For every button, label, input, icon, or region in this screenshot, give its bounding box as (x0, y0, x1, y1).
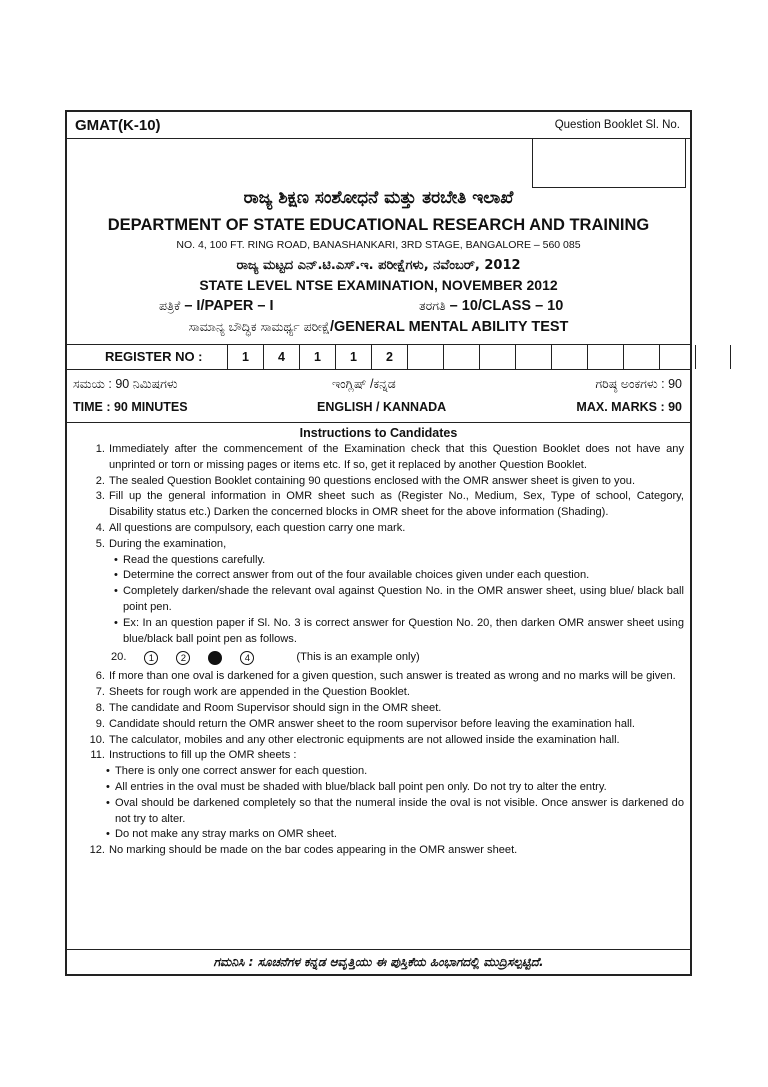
instruction-item: 9. Candidate should return the OMR answer sheet to the room supervisor before leaving the examination hall. (95, 717, 636, 730)
paper-number: – I/PAPER – I (184, 298, 274, 314)
instruction-bullet: • Determine the correct answer from out of the four available choices given under each question. (114, 569, 590, 582)
instruction-bullet: • Do not make any stray marks on OMR sheet. (106, 828, 337, 841)
instruction-item: 8. The candidate and Room Supervisor should sign in the OMR sheet. (95, 701, 442, 714)
register-digit-cell[interactable]: 1 (227, 345, 263, 369)
meta-english (67, 400, 690, 418)
marks-english: MAX. MARKS : 90 (576, 400, 682, 414)
booklet-serial-box[interactable] (532, 138, 686, 188)
class-number: – 10/CLASS – 10 (449, 298, 564, 314)
department-title: DEPARTMENT OF STATE EDUCATIONAL RESEARCH AND TRAINING (107, 216, 650, 234)
register-digit-cell[interactable] (407, 345, 443, 369)
register-digit-cell[interactable] (659, 345, 695, 369)
instruction-item: 6. If more than one oval is darkened for a given question, such answer is treated as wrong and no marks will be given. (95, 670, 676, 683)
top-strip (67, 112, 690, 139)
register-digit-cell[interactable]: 4 (263, 345, 299, 369)
register-digit-cell[interactable]: 1 (335, 345, 371, 369)
instructions-title: Instructions to Candidates (299, 426, 458, 440)
register-digit-cell[interactable] (551, 345, 587, 369)
instruction-bullet: • All entries in the oval must be shaded with blue/black ball point pen only. Do not try to alter the entry. (106, 780, 607, 793)
register-digit-cell[interactable] (587, 345, 623, 369)
divider (67, 422, 690, 423)
test-name (67, 319, 690, 335)
paper-code: GMAT(K-10) (75, 117, 161, 134)
register-digit-cell[interactable] (695, 345, 731, 369)
example-oval-4: 4 (240, 651, 254, 665)
instruction-item: 11. Instructions to fill up the OMR sheets : (90, 749, 297, 762)
register-digit-cell[interactable] (515, 345, 551, 369)
instruction-bullet: • Read the questions carefully. (114, 553, 266, 566)
marks-kannada: ಗರಿಷ್ಠ ಅಂಕಗಳು : 90 (595, 377, 682, 391)
instruction-item: 10. The calculator, mobiles and any other electronic equipments are not allowed inside the examination hall. (89, 733, 620, 746)
register-digit-cell[interactable]: 1 (299, 345, 335, 369)
example-oval-1: 1 (144, 651, 158, 665)
register-cells (227, 345, 731, 369)
test-name-kannada: ಸಾಮಾನ್ಯ ಬೌದ್ಧಿಕ ಸಾಮರ್ಥ್ಯ ಪರೀಕ್ಷೆ (188, 319, 330, 334)
example-oval-2: 2 (176, 651, 190, 665)
instructions-list (73, 442, 684, 859)
medium-english: ENGLISH / KANNADA (317, 400, 447, 414)
register-number-row (67, 344, 690, 370)
instruction-bullet: • Oval should be darkened completely so that the numeral inside the oval is not visible. Once answer is darkened do not try to alter. (106, 796, 684, 825)
register-digit-cell[interactable] (479, 345, 515, 369)
test-name-english: /GENERAL MENTAL ABILITY TEST (329, 319, 569, 335)
kannada-department-title: ರಾಜ್ಯ ಶಿಕ್ಷಣ ಸಂಶೋಧನೆ ಮತ್ತು ತರಬೇತಿ ಇಲಾಖೆ (243, 188, 514, 208)
medium-kannada: ಇಂಗ್ಲಿಷ್ /ಕನ್ನಡ (332, 377, 396, 391)
register-digit-cell[interactable] (443, 345, 479, 369)
paper-label (159, 298, 274, 314)
register-label: REGISTER NO : (105, 349, 203, 364)
instruction-bullet: • Ex: In an question paper if Sl. No. 3 is correct answer for Question No. 20, then darken OMR answer sheet using blue/black ball point pen as follows. (114, 616, 684, 645)
instruction-item: 5. During the examination, (95, 537, 227, 550)
time-kannada: ಸಮಯ : 90 ನಿಮಿಷಗಳು (73, 377, 178, 391)
instruction-item: 3. Fill up the general information in OMR sheet such as (Register No., Medium, Sex, Type of school, Category, Disability status etc.) Darken the concerned blocks in OMR sheet for the above information (Shading). (95, 490, 684, 519)
class-label (419, 298, 563, 314)
example-note: (This is an example only) (296, 651, 420, 664)
register-digit-cell[interactable]: 2 (371, 345, 407, 369)
time-english: TIME : 90 MINUTES (73, 400, 188, 414)
exam-title: STATE LEVEL NTSE EXAMINATION, NOVEMBER 2012 (199, 277, 558, 293)
instruction-bullet: • There is only one correct answer for each question. (106, 765, 368, 778)
class-kannada: ತರಗತಿ (419, 298, 446, 313)
instruction-item: 12. No marking should be made on the bar codes appearing in the OMR answer sheet. (89, 844, 518, 857)
example-oval-filled (208, 651, 222, 665)
instruction-item: 1. Immediately after the commencement of the Examination check that this Question Booklet does not have any unprinted or torn or missing pages or items etc. If so, get it replaced by another Question Booklet. (95, 443, 684, 471)
question-booklet-cover (65, 110, 692, 976)
department-address: NO. 4, 100 FT. RING ROAD, BANASHANKARI, 3RD STAGE, BANGALORE – 560 085 (176, 239, 581, 251)
instruction-item: 7. Sheets for rough work are appended in the Question Booklet. (95, 686, 410, 699)
instruction-item: 4. All questions are compulsory, each question carry one mark. (95, 521, 406, 534)
answer-example (73, 647, 684, 669)
kannada-exam-title: ರಾಜ್ಯ ಮಟ್ಟದ ಎನ್.ಟಿ.ಎಸ್.ಇ. ಪರೀಕ್ಷೆಗಳು, ನವೆಂಬರ್, 2012 (236, 258, 521, 273)
instruction-bullet: • Completely darken/shade the relevant oval against Question No. in the OMR answer sheet, using blue/ black ball point pen. (114, 585, 684, 613)
example-question-number: 20. (111, 651, 127, 664)
booklet-serial-label: Question Booklet Sl. No. (554, 119, 680, 131)
kannada-footer-note: ಗಮನಿಸಿ : ಸೂಚನೆಗಳ ಕನ್ನಡ ಆವೃತ್ತಿಯು ಈ ಪುಸ್ತಿಕೆಯ ಹಿಂಭಾಗದಲ್ಲಿ ಮುದ್ರಿಸಲ್ಪಟ್ಟಿದೆ. (67, 949, 690, 974)
meta-kannada (67, 377, 690, 395)
instruction-item: 2. The sealed Question Booklet containing 90 questions enclosed with the OMR answer sheet is given to you. (95, 474, 636, 487)
register-digit-cell[interactable] (623, 345, 659, 369)
paper-kannada: ಪತ್ರಿಕೆ (159, 298, 181, 313)
